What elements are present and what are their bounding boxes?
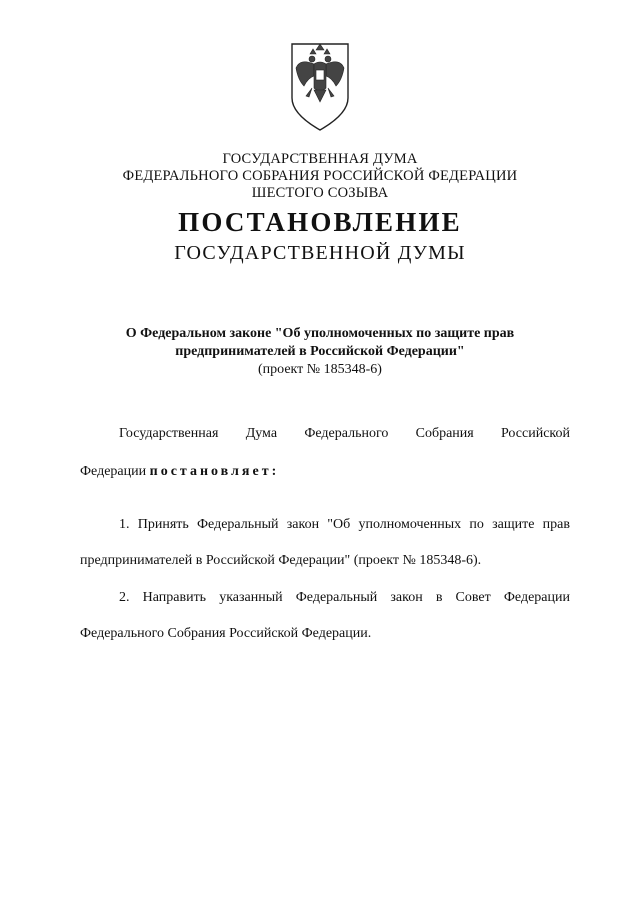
item-1-line-2: предпринимателей в Российской Федерации" (проект № 185348-6). — [80, 553, 482, 568]
document-title: ПОСТАНОВЛЕНИЕ — [178, 207, 462, 237]
header-line-2: ФЕДЕРАЛЬНОГО СОБРАНИЯ РОССИЙСКОЙ ФЕДЕРАЦИИ — [122, 168, 518, 184]
preamble-text: Федерации — [80, 464, 147, 479]
preamble-line-2 — [80, 464, 570, 480]
subject-line-2: предпринимателей в Российской Федерации" — [175, 344, 465, 359]
preamble-verb: постановляет: — [149, 464, 280, 479]
subject-line-1: О Федеральном законе "Об уполномоченных по защите прав — [125, 326, 515, 341]
header-line-1: ГОСУДАРСТВЕННАЯ ДУМА — [222, 151, 418, 167]
item-2-line-2: Федерального Собрания Российской Федерации. — [80, 626, 372, 641]
preamble-line-1: Государственная Дума Федерального Собрания Российской — [119, 426, 570, 441]
document-subtitle: ГОСУДАРСТВЕННОЙ ДУМЫ — [174, 242, 466, 264]
coat-of-arms-icon — [286, 40, 354, 132]
subject-project-number: (проект № 185348-6) — [258, 362, 382, 377]
item-1-line-1: 1. Принять Федеральный закон "Об уполномоченных по защите прав — [119, 517, 570, 532]
item-2-line-1: 2. Направить указанный Федеральный закон в Совет Федерации — [119, 590, 570, 605]
header-line-3: ШЕСТОГО СОЗЫВА — [251, 185, 389, 201]
